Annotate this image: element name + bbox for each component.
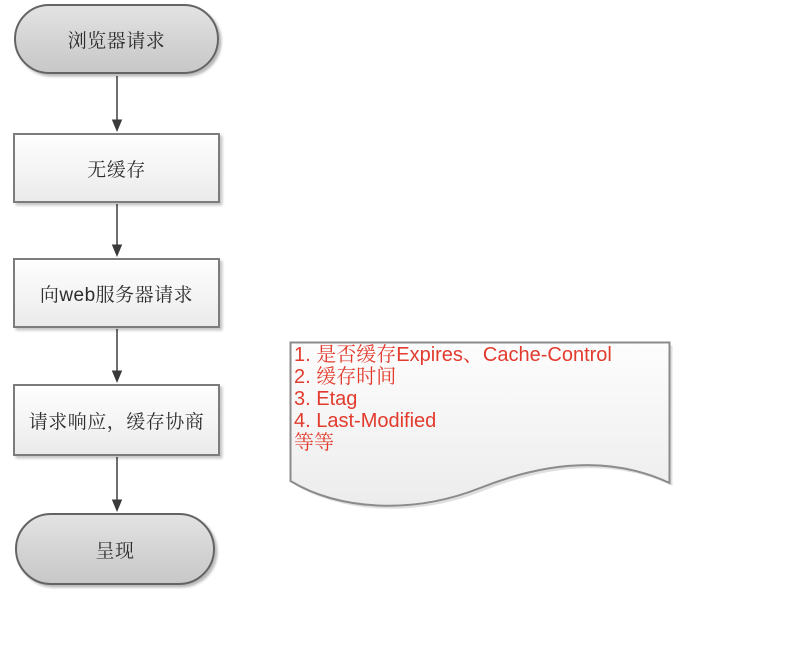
flow-node-no-cache xyxy=(13,133,220,203)
cache-note-line-2: 2. 缓存时间 xyxy=(294,366,397,388)
cache-note-line-3: 3. Etag xyxy=(294,388,358,410)
flow-node-response-cache-negotiation xyxy=(13,384,220,456)
cache-note-line-4: 4. Last-Modified xyxy=(294,410,437,432)
flow-node-start xyxy=(14,4,219,74)
cache-note xyxy=(294,344,666,454)
arrow-no-cache-to-request xyxy=(112,204,122,257)
cache-note-line-5: 等等 xyxy=(294,432,334,454)
flow-node-start-label: 浏览器请求 xyxy=(67,30,166,52)
arrow-request-to-response xyxy=(112,329,122,383)
flow-node-request-web-server-label: 向web服务器请求 xyxy=(39,284,194,306)
flow-node-response-cache-negotiation-label: 请求响应，缓存协商 xyxy=(28,411,205,433)
flow-node-request-web-server xyxy=(13,258,220,328)
flow-node-no-cache-label: 无缓存 xyxy=(87,159,146,181)
flow-node-render xyxy=(15,513,215,585)
arrow-start-to-no-cache xyxy=(112,76,122,132)
arrow-response-to-render xyxy=(112,457,122,512)
flow-node-render-label: 呈现 xyxy=(95,540,135,562)
cache-note-line-1: 1. 是否缓存Expires、Cache-Control xyxy=(294,344,612,366)
